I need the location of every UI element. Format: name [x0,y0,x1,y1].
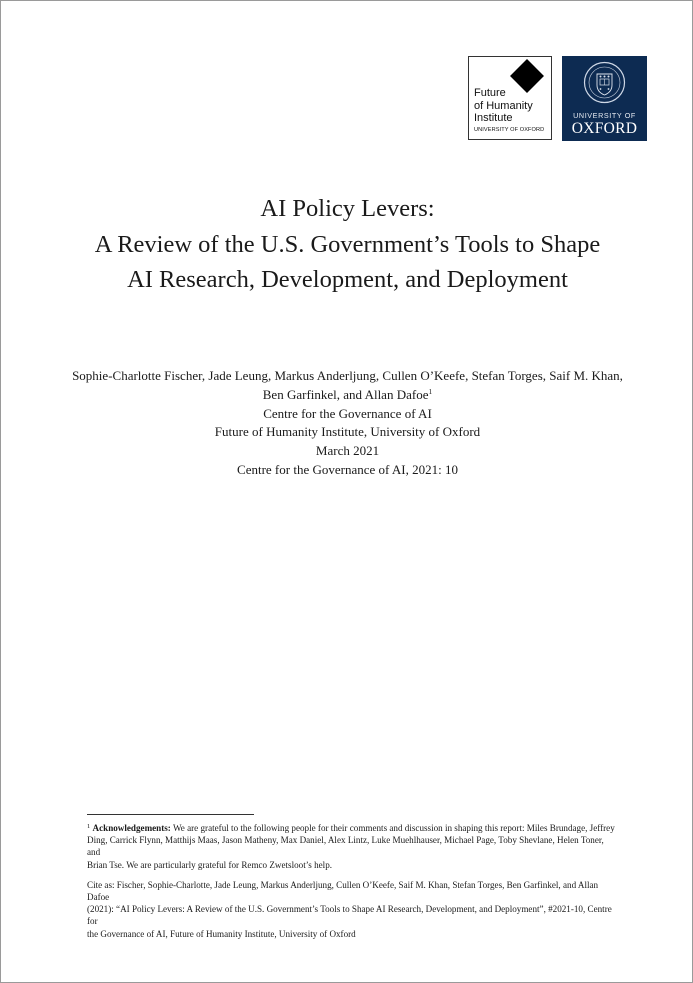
citation-text: (2021): “AI Policy Levers: A Review of the U.S. Government’s Tools to Shape AI Research, Development, and Deployment”, #2021-10, Centre for [87,904,612,927]
fhi-logo-line: Future [474,87,506,99]
oxford-logo [562,56,647,141]
footnote-divider [87,814,254,815]
fhi-logo [468,56,552,140]
report-series: Centre for the Governance of AI, 2021: 10 [237,461,458,477]
oxford-logo-name: OXFORD [571,120,638,137]
title-line: AI Research, Development, and Deployment [127,266,568,293]
author-list-text: Ben Garfinkel, and Allan Dafoe [262,386,429,402]
citation-note [87,879,617,940]
citation-text: the Governance of AI, Future of Humanity Institute, University of Oxford [87,928,356,939]
author-list-line: Sophie-Charlotte Fischer, Jade Leung, Markus Anderljung, Cullen O’Keefe, Stefan Torges, Saif M. Khan, [72,368,623,383]
acknowledgements-text: We are grateful to the following people for their comments and discussion in shaping this report: Miles Brundage, Jeffrey [172,823,615,833]
affiliation-institute: Future of Humanity Institute, University of Oxford [214,424,481,440]
title-line: AI Policy Levers: [260,195,435,222]
affiliation-centre: Centre for the Governance of AI [263,405,432,421]
citation-text: Cite as: Fischer, Sophie-Charlotte, Jade Leung, Markus Anderljung, Cullen O’Keefe, Saif M. Khan, Stefan Torges, Ben Garfinkel, and Allan Dafoe [87,879,599,903]
publication-date: March 2021 [315,443,380,459]
fhi-logo-line: of Humanity [474,99,533,112]
footnote-reference[interactable]: 1 [428,386,433,396]
oxford-crest-icon [582,60,627,105]
footnote-mark: 1 [87,823,91,830]
author-block [1,367,693,480]
oxford-logo-small-text: UNIVERSITY OF [573,111,636,120]
paper-title [1,191,693,298]
fhi-logo-text [474,87,533,125]
author-list-line-2 [1,386,693,405]
footnote-block [87,822,617,940]
acknowledgements-heading: Acknowledgements: [92,823,171,833]
acknowledgements-note [87,822,617,871]
title-line: A Review of the U.S. Government’s Tools to Shape [94,230,601,258]
acknowledgements-text: Brian Tse. We are particularly grateful for Remco Zwetsloot’s help. [87,859,333,870]
fhi-logo-line: Institute [474,112,513,124]
fhi-logo-subtitle: UNIVERSITY OF OXFORD [474,127,545,133]
acknowledgements-text: Ding, Carrick Flynn, Matthijs Maas, Jason Matheny, Max Daniel, Alex Lintz, Luke Muehlhauser, Michael Page, Toby Shevlane, Helen Toner, and [87,835,604,858]
